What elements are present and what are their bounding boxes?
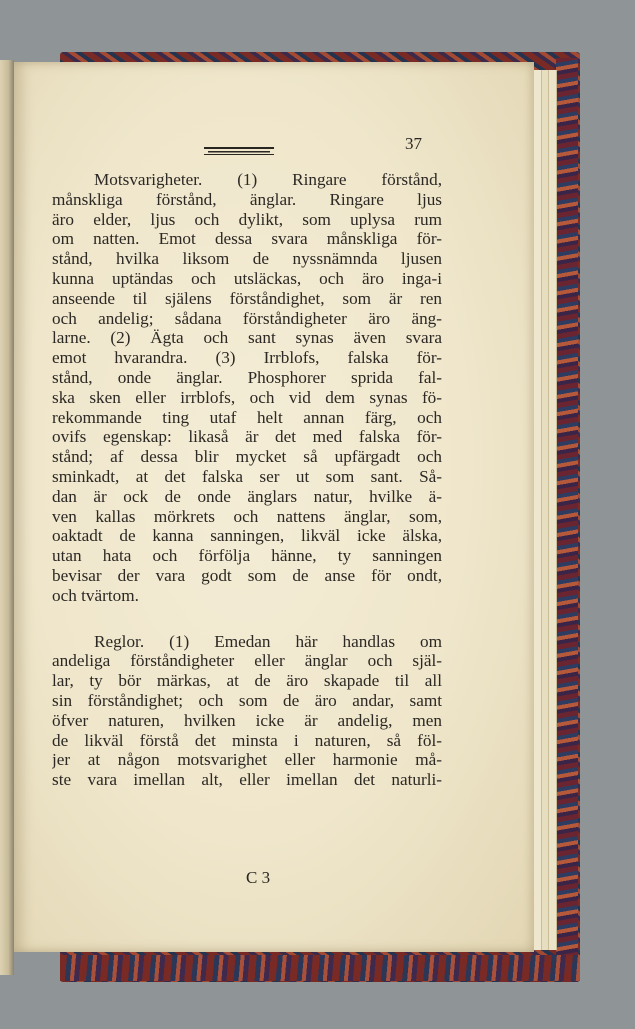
paragraph-reglor — [52, 632, 442, 790]
text-line: lar, ty bör märkas, at de äro skapade til all — [52, 671, 442, 691]
text-line: Reglor. (1) Emedan här handlas om — [94, 631, 442, 651]
text-line: sminkadt, at det falska ser ut som sant. Så- — [52, 466, 442, 486]
text-line: stånd, onde änglar. Phosphorer sprida fal- — [52, 367, 442, 387]
text-line: ovifs egenskap: likaså är det med falska för- — [52, 427, 442, 447]
header-ornament — [204, 146, 274, 156]
text-line: emot hvarandra. (3) Irrblofs, falska för- — [52, 348, 442, 368]
text-line: andeliga förståndigheter eller änglar och själ- — [52, 651, 442, 671]
book-page — [14, 62, 534, 952]
cover-edge-right — [556, 58, 578, 976]
text-line: äro elder, ljus och dylikt, som uplysa rum — [52, 209, 442, 229]
text-line: larne. (2) Ägta och sant synas även svara — [52, 328, 442, 348]
text-line: stånd; af dessa blir mycket så upfärgadt och — [52, 447, 442, 467]
page-stack-edge — [548, 70, 557, 950]
text-line: om natten. Emot dessa svara månskliga för- — [52, 229, 442, 249]
text-line: stånd, hvilka liksom de nyssnämnda ljusen — [52, 249, 442, 269]
text-line: månskliga förstånd, änglar. Ringare ljus — [52, 189, 442, 209]
text-line: bevisar der vara godt som de anse för ondt, — [52, 565, 442, 585]
text-line: jer at någon motsvarighet eller harmonie må- — [52, 750, 442, 770]
text-line: dan är ock de onde änglars natur, hvilke ä- — [52, 486, 442, 506]
text-line: och tvärtom. — [52, 585, 139, 605]
text-line: ska sken eller irrblofs, och vid dem synas fö- — [52, 387, 442, 407]
paragraph-gap — [52, 606, 442, 632]
text-line: oaktadt de kanna sanningen, likväl icke älska, — [52, 526, 442, 546]
paragraph-motsvarigheter — [52, 170, 442, 606]
text-line: ven kallas mörkrets och nattens änglar, som, — [52, 506, 442, 526]
text-line: anseende til själens förståndighet, som är ren — [52, 288, 442, 308]
text-line: de likväl förstå det minsta i naturen, så föl- — [52, 730, 442, 750]
facing-page-edge — [0, 60, 14, 975]
page-number: 37 — [405, 134, 422, 153]
text-line: Motsvarigheter. (1) Ringare förstånd, — [94, 170, 442, 189]
signature-mark: C 3 — [246, 868, 271, 887]
page-text — [52, 170, 442, 790]
text-line: kunna uptändas och utsläckas, och äro inga-i — [52, 268, 442, 288]
text-line: rekommande ting utaf helt annan färg, och — [52, 407, 442, 427]
text-line: sin förståndighet; och som de äro andar, samt — [52, 690, 442, 710]
page-stack-edge — [533, 70, 542, 950]
cover-edge-bottom — [60, 955, 580, 981]
text-line: öfver naturen, hvilken icke är andelig, men — [52, 710, 442, 730]
text-line: ste vara imellan alt, eller imellan det naturli- — [52, 770, 442, 790]
text-line: utan hata och förfölja hänne, ty sanningen — [52, 546, 442, 566]
text-line: och andelig; sådana förståndigheter äro äng- — [52, 308, 442, 328]
